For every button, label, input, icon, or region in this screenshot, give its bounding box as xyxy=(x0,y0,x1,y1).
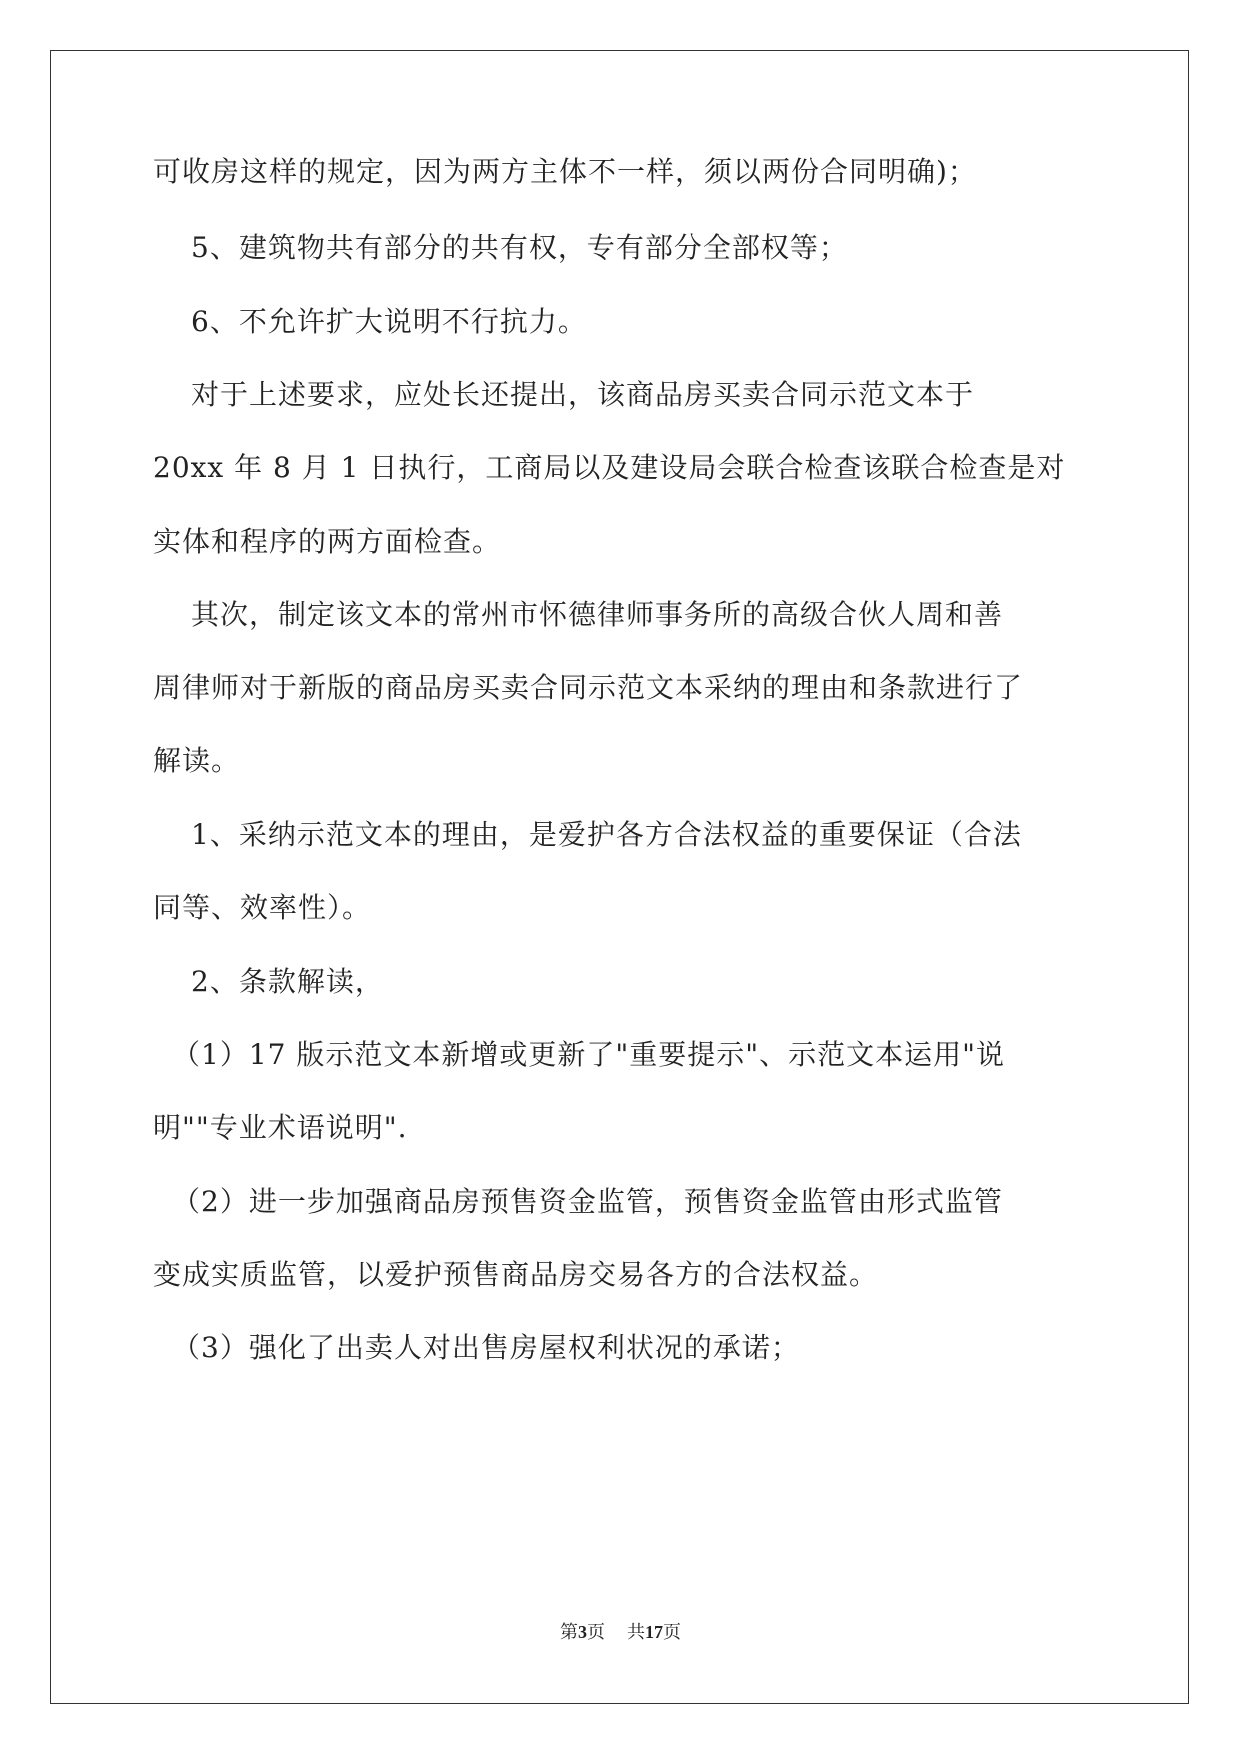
footer-total-prefix: 共 xyxy=(627,1622,645,1643)
footer-page-prefix: 第 xyxy=(560,1622,578,1643)
footer-page-number: 3 xyxy=(578,1622,587,1642)
text-line: 明""专业术语说明". xyxy=(153,1111,408,1144)
text-line: 其次，制定该文本的常州市怀德律师事务所的高级合伙人周和善 xyxy=(191,598,1004,631)
footer-total-pages: 17 xyxy=(645,1622,663,1642)
page-border xyxy=(50,50,1189,1704)
text-line: 20xx 年 8 月 1 日执行，工商局以及建设局会联合检查该联合检查是对 xyxy=(153,451,1066,484)
text-line: 对于上述要求，应处长还提出，该商品房买卖合同示范文本于 xyxy=(191,378,975,411)
text-line: 周律师对于新版的商品房买卖合同示范文本采纳的理由和条款进行了 xyxy=(153,671,1024,704)
footer-total-suffix: 页 xyxy=(663,1622,681,1643)
text-line: 实体和程序的两方面检查。 xyxy=(153,525,502,558)
text-line: 1、采纳示范文本的理由，是爱护各方合法权益的重要保证（合法 xyxy=(191,818,1022,851)
text-line: 变成实质监管，以爱护预售商品房交易各方的合法权益。 xyxy=(153,1258,879,1291)
text-line: 6、不允许扩大说明不行抗力。 xyxy=(191,305,587,338)
text-line: 可收房这样的规定，因为两方主体不一样，须以两份合同明确)； xyxy=(153,155,977,188)
text-line: 解读。 xyxy=(153,744,241,777)
text-line: （2）进一步加强商品房预售资金监管，预售资金监管由形式监管 xyxy=(172,1185,1003,1218)
text-line: （1）17 版示范文本新增或更新了"重要提示"、示范文本运用"说 xyxy=(172,1038,1005,1071)
text-line: 2、条款解读， xyxy=(191,965,384,998)
text-line: 5、建筑物共有部分的共有权，专有部分全部权等； xyxy=(191,231,848,264)
text-line: （3）强化了出卖人对出售房屋权利状况的承诺； xyxy=(172,1331,800,1364)
footer-page-suffix: 页 xyxy=(587,1622,605,1643)
page-footer xyxy=(0,1620,1241,1645)
text-line: 同等、效率性）。 xyxy=(153,891,372,924)
